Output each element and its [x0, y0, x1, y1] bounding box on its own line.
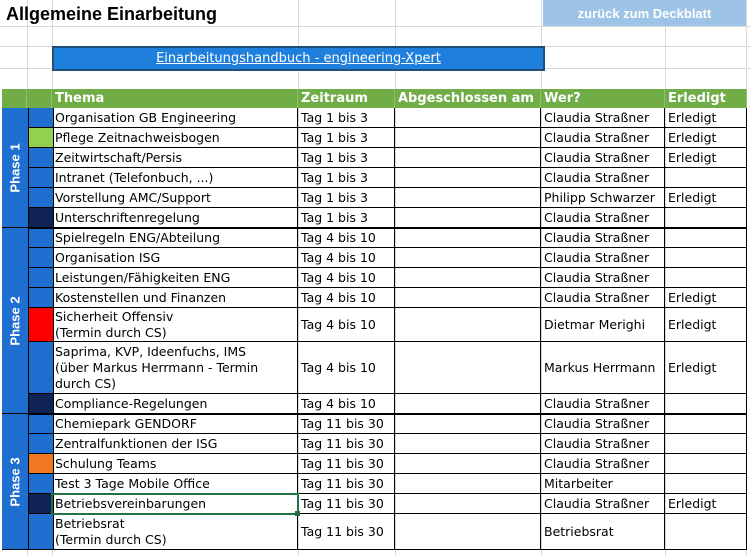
- phase-label-cell[interactable]: [2, 228, 29, 414]
- cell-erledigt[interactable]: Erledigt: [665, 342, 747, 394]
- cell-abgeschlossen[interactable]: [395, 514, 541, 550]
- table-row: [2, 208, 747, 228]
- cell-erledigt[interactable]: [665, 474, 747, 494]
- cell-wer[interactable]: Claudia Straßner: [541, 208, 665, 228]
- cell-abgeschlossen[interactable]: [395, 208, 541, 228]
- status-swatch[interactable]: [29, 494, 54, 514]
- cell-erledigt[interactable]: Erledigt: [665, 148, 747, 168]
- status-swatch[interactable]: [29, 208, 54, 228]
- cell-erledigt[interactable]: Erledigt: [665, 308, 747, 342]
- table-row: [2, 514, 747, 550]
- phase-label-cell[interactable]: [2, 108, 29, 228]
- cell-zeitraum[interactable]: Tag 1 bis 3: [298, 168, 395, 188]
- cell-thema[interactable]: Saprima, KVP, Ideenfuchs, IMS (über Markus Herrmann - Termin durch CS): [52, 342, 298, 394]
- cell-thema[interactable]: Leistungen/Fähigkeiten ENG: [52, 268, 298, 288]
- table-row: [2, 342, 747, 394]
- cell-erledigt[interactable]: [665, 414, 747, 434]
- cell-wer[interactable]: Betriebsrat: [541, 514, 665, 550]
- cell-abgeschlossen[interactable]: [395, 474, 541, 494]
- cell-thema[interactable]: Vorstellung AMC/Support: [52, 188, 298, 208]
- cell-zeitraum[interactable]: Tag 1 bis 3: [298, 128, 395, 148]
- header-blank-2: [27, 89, 52, 108]
- status-swatch[interactable]: [29, 434, 54, 454]
- header-erledigt[interactable]: Erledigt: [665, 89, 747, 108]
- cell-wer[interactable]: Claudia Straßner: [541, 128, 665, 148]
- status-swatch[interactable]: [29, 128, 54, 148]
- cell-abgeschlossen[interactable]: [395, 248, 541, 268]
- status-swatch[interactable]: [29, 268, 54, 288]
- cell-zeitraum[interactable]: Tag 4 bis 10: [298, 228, 395, 248]
- cell-zeitraum[interactable]: Tag 1 bis 3: [298, 188, 395, 208]
- fill-handle[interactable]: [295, 511, 300, 516]
- table-row: [2, 394, 747, 414]
- cell-wer[interactable]: Dietmar Merighi: [541, 308, 665, 342]
- phase-label: Phase 3: [7, 456, 23, 507]
- cell-thema[interactable]: Zeitwirtschaft/Persis: [52, 148, 298, 168]
- cell-zeitraum[interactable]: Tag 1 bis 3: [298, 108, 395, 128]
- cell-thema[interactable]: Intranet (Telefonbuch, ...): [52, 168, 298, 188]
- cell-zeitraum[interactable]: Tag 1 bis 3: [298, 208, 395, 228]
- cell-wer[interactable]: Claudia Straßner: [541, 288, 665, 308]
- status-swatch[interactable]: [29, 414, 54, 434]
- cell-abgeschlossen[interactable]: [395, 494, 541, 514]
- cell-zeitraum[interactable]: Tag 4 bis 10: [298, 308, 395, 342]
- cell-zeitraum[interactable]: Tag 4 bis 10: [298, 268, 395, 288]
- status-swatch[interactable]: [29, 288, 54, 308]
- cell-thema[interactable]: Kostenstellen und Finanzen: [52, 288, 298, 308]
- cell-thema[interactable]: Unterschriftenregelung: [52, 208, 298, 228]
- phase-separator: [2, 413, 747, 415]
- cell-abgeschlossen[interactable]: [395, 414, 541, 434]
- cell-wer[interactable]: Claudia Straßner: [541, 494, 665, 514]
- cell-zeitraum[interactable]: Tag 11 bis 30: [298, 434, 395, 454]
- cell-erledigt[interactable]: [665, 248, 747, 268]
- cell-wer[interactable]: Claudia Straßner: [541, 394, 665, 414]
- table-row: [2, 268, 747, 288]
- status-swatch[interactable]: [29, 308, 54, 342]
- cell-wer[interactable]: Mitarbeiter: [541, 474, 665, 494]
- cell-thema[interactable]: Zentralfunktionen der ISG: [52, 434, 298, 454]
- cell-abgeschlossen[interactable]: [395, 308, 541, 342]
- cell-abgeschlossen[interactable]: [395, 288, 541, 308]
- cell-abgeschlossen[interactable]: [395, 394, 541, 414]
- sheet-title: Allgemeine Einarbeitung: [6, 4, 218, 24]
- cell-thema[interactable]: Test 3 Tage Mobile Office: [52, 474, 298, 494]
- cell-zeitraum[interactable]: Tag 4 bis 10: [298, 394, 395, 414]
- cell-erledigt[interactable]: [665, 514, 747, 550]
- cell-thema[interactable]: Compliance-Regelungen: [52, 394, 298, 414]
- table-row: [2, 248, 747, 268]
- cell-wer[interactable]: Philipp Schwarzer: [541, 188, 665, 208]
- status-swatch[interactable]: [29, 228, 54, 248]
- cell-thema[interactable]: Organisation ISG: [52, 248, 298, 268]
- cell-thema[interactable]: Betriebsrat (Termin durch CS): [52, 514, 298, 550]
- table-row: [2, 288, 747, 308]
- cell-wer[interactable]: Claudia Straßner: [541, 268, 665, 288]
- cell-erledigt[interactable]: Erledigt: [665, 108, 747, 128]
- table-row: [2, 454, 747, 474]
- cell-erledigt[interactable]: Erledigt: [665, 288, 747, 308]
- phase-separator: [2, 227, 747, 229]
- cell-thema[interactable]: Schulung Teams: [52, 454, 298, 474]
- cell-thema[interactable]: Pflege Zeitnachweisbogen: [52, 128, 298, 148]
- table-row: [2, 308, 747, 342]
- status-swatch[interactable]: [29, 514, 54, 550]
- cell-thema[interactable]: Spielregeln ENG/Abteilung: [52, 228, 298, 248]
- cell-zeitraum[interactable]: Tag 11 bis 30: [298, 494, 395, 514]
- cell-abgeschlossen[interactable]: [395, 108, 541, 128]
- status-swatch[interactable]: [29, 474, 54, 494]
- cell-wer[interactable]: Claudia Straßner: [541, 228, 665, 248]
- status-swatch[interactable]: [29, 342, 54, 394]
- cell-wer[interactable]: Claudia Straßner: [541, 434, 665, 454]
- cell-zeitraum[interactable]: Tag 1 bis 3: [298, 148, 395, 168]
- cell-abgeschlossen[interactable]: [395, 268, 541, 288]
- handbook-link[interactable]: Einarbeitungshandbuch - engineering-Xpert: [52, 46, 545, 71]
- back-to-cover-button[interactable]: zurück zum Deckblatt: [543, 0, 746, 26]
- cell-erledigt[interactable]: [665, 228, 747, 248]
- status-swatch[interactable]: [29, 148, 54, 168]
- table-row: [2, 494, 747, 514]
- header-thema[interactable]: Thema: [52, 89, 298, 108]
- cell-erledigt[interactable]: [665, 434, 747, 454]
- cell-abgeschlossen[interactable]: [395, 454, 541, 474]
- header-wer[interactable]: Wer?: [541, 89, 665, 108]
- table-row: [2, 148, 747, 168]
- cell-wer[interactable]: Claudia Straßner: [541, 148, 665, 168]
- cell-erledigt[interactable]: Erledigt: [665, 494, 747, 514]
- cell-wer[interactable]: Claudia Straßner: [541, 248, 665, 268]
- header-blank-1: [2, 89, 27, 108]
- phase-label: Phase 2: [7, 295, 23, 346]
- cell-zeitraum[interactable]: Tag 11 bis 30: [298, 474, 395, 494]
- cell-wer[interactable]: Markus Herrmann: [541, 342, 665, 394]
- status-swatch[interactable]: [29, 108, 54, 128]
- cell-wer[interactable]: Claudia Straßner: [541, 454, 665, 474]
- cell-erledigt[interactable]: [665, 208, 747, 228]
- status-swatch[interactable]: [29, 394, 54, 414]
- status-swatch[interactable]: [29, 454, 54, 474]
- header-zeitraum[interactable]: Zeitraum: [298, 89, 395, 108]
- cell-thema[interactable]: Betriebsvereinbarungen: [52, 494, 298, 514]
- status-swatch[interactable]: [29, 188, 54, 208]
- table-row: [2, 434, 747, 454]
- table-row: [2, 188, 747, 208]
- cell-abgeschlossen[interactable]: [395, 168, 541, 188]
- cell-erledigt[interactable]: Erledigt: [665, 128, 747, 148]
- cell-erledigt[interactable]: [665, 454, 747, 474]
- cell-erledigt[interactable]: [665, 268, 747, 288]
- cell-abgeschlossen[interactable]: [395, 228, 541, 248]
- table-row: [2, 168, 747, 188]
- cell-abgeschlossen[interactable]: [395, 342, 541, 394]
- cell-erledigt[interactable]: Erledigt: [665, 188, 747, 208]
- cell-thema[interactable]: Sicherheit Offensiv (Termin durch CS): [52, 308, 298, 342]
- phase-label-cell[interactable]: [2, 414, 29, 550]
- cell-zeitraum[interactable]: Tag 4 bis 10: [298, 248, 395, 268]
- header-abgeschlossen[interactable]: Abgeschlossen am: [395, 89, 541, 108]
- cell-zeitraum[interactable]: Tag 11 bis 30: [298, 514, 395, 550]
- cell-wer[interactable]: Claudia Straßner: [541, 108, 665, 128]
- cell-abgeschlossen[interactable]: [395, 148, 541, 168]
- cell-zeitraum[interactable]: Tag 4 bis 10: [298, 288, 395, 308]
- table-row: [2, 128, 747, 148]
- cell-wer[interactable]: Claudia Straßner: [541, 414, 665, 434]
- table-row: [2, 108, 747, 128]
- cell-zeitraum[interactable]: Tag 4 bis 10: [298, 342, 395, 394]
- cell-abgeschlossen[interactable]: [395, 128, 541, 148]
- cell-erledigt[interactable]: [665, 168, 747, 188]
- table-row: [2, 228, 747, 248]
- cell-wer[interactable]: Claudia Straßner: [541, 168, 665, 188]
- cell-zeitraum[interactable]: Tag 11 bis 30: [298, 454, 395, 474]
- cell-thema[interactable]: Organisation GB Engineering: [52, 108, 298, 128]
- status-swatch[interactable]: [29, 248, 54, 268]
- cell-erledigt[interactable]: [665, 394, 747, 414]
- table-row: [2, 474, 747, 494]
- cell-zeitraum[interactable]: Tag 11 bis 30: [298, 414, 395, 434]
- cell-abgeschlossen[interactable]: [395, 188, 541, 208]
- table-row: [2, 414, 747, 434]
- phase-label: Phase 1: [7, 142, 23, 193]
- cell-abgeschlossen[interactable]: [395, 434, 541, 454]
- cell-thema[interactable]: Chemiepark GENDORF: [52, 414, 298, 434]
- status-swatch[interactable]: [29, 168, 54, 188]
